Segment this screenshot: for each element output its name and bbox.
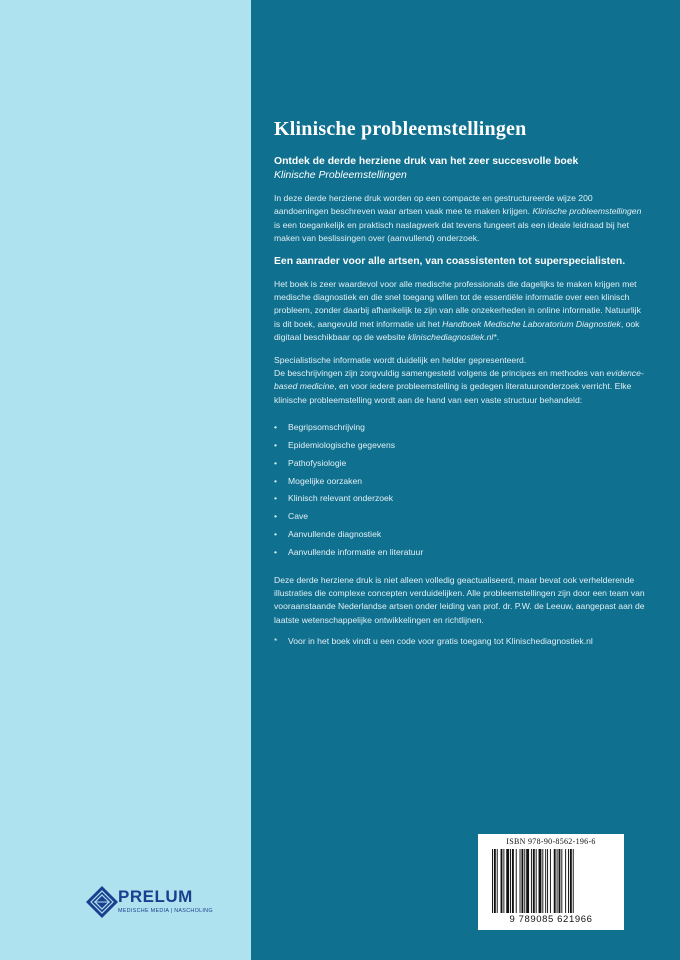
barcode-bar bbox=[512, 849, 514, 913]
list-item-text: Aanvullende diagnostiek bbox=[288, 529, 382, 540]
barcode-bar bbox=[506, 849, 509, 913]
recommendation: Een aanrader voor alle artsen, van coassistenten tot superspecialisten. bbox=[274, 255, 626, 267]
bullet-icon: • bbox=[274, 493, 278, 504]
p2-text-1: Het boek is zeer waardevol voor alle medische professionals die dagelijks te maken krijgen met medische diagnostiek en die snel toegang willen tot de essentiële informatie over een klinisch probleem, zonder daarbij afhankelijk te zijn van alle onzekerheden in online informatie. Natuurlijk is dit boek, aangevuld met informatie uit het bbox=[274, 278, 641, 329]
intro-italic: Klinische probleemstellingen bbox=[532, 206, 642, 217]
barcode-bar bbox=[547, 849, 548, 913]
publisher-tagline: MEDISCHE MEDIA | NASCHOLING bbox=[118, 908, 213, 914]
barcode-bar bbox=[492, 849, 493, 913]
p3-italic: evidence-based medicine bbox=[274, 368, 644, 392]
bullet-icon: • bbox=[274, 440, 278, 451]
barcode-bar bbox=[539, 849, 542, 913]
p2-text-2: , ook digitaal beschikbaar op de website bbox=[274, 318, 640, 343]
list-item-text: Mogelijke oorzaken bbox=[288, 475, 363, 486]
p2-text-3: . bbox=[496, 332, 500, 343]
intro-text-2: is een toegankelijk en praktisch naslagwerk dat tevens fungeert als een ideale leidraad bij het maken van beslissingen over (aanvullend) onderzoek. bbox=[274, 219, 629, 244]
p3-text-3: , en voor iedere probleemstelling is gedegen literatuuronderzoek verricht. Elke klinische probleemstelling wordt aan de hand van een vaste structuur behandeld: bbox=[274, 381, 632, 405]
barcode-graphic bbox=[490, 849, 616, 913]
publisher-logo bbox=[84, 884, 214, 920]
p2-italic-2: klinischediagnostiek.nl* bbox=[407, 332, 497, 343]
barcode-bar bbox=[521, 849, 523, 913]
isbn-barcode bbox=[478, 834, 624, 930]
barcode-bar bbox=[570, 849, 572, 913]
barcode-bar bbox=[554, 849, 556, 913]
barcode-bar bbox=[497, 849, 498, 913]
back-cover-text bbox=[274, 118, 646, 646]
barcode-bar bbox=[550, 849, 551, 913]
subtitle-line-2: Klinische Probleemstellingen bbox=[274, 170, 407, 181]
bullet-icon: • bbox=[274, 529, 278, 540]
barcode-bar bbox=[510, 849, 511, 913]
list-item bbox=[274, 508, 646, 526]
barcode-bar bbox=[565, 849, 566, 913]
list-item-text: Begripsomschrijving bbox=[288, 422, 365, 433]
barcode-bar bbox=[557, 849, 558, 913]
barcode-bar bbox=[520, 849, 521, 913]
bullet-icon: • bbox=[274, 475, 278, 486]
barcode-bar bbox=[516, 849, 517, 913]
paragraph-4: Deze derde herziene druk is niet alleen volledig geactualiseerd, maar bevat ook verhelderende illustraties die complexe concepten verduidelijken. Alle probleemstellingen zijn door een team van vooraanstaande Nederlandse artsen onder leiding van prof. dr. P.W. de Leeuw, aangepast aan de laatste wetenschappelijke ontwikkelingen en richtlijnen. bbox=[274, 574, 645, 625]
footnote-asterisk: * bbox=[274, 636, 278, 647]
paragraph-3 bbox=[274, 354, 646, 408]
barcode-bar bbox=[536, 849, 537, 913]
barcode-bar bbox=[561, 849, 562, 913]
bullet-icon: • bbox=[274, 511, 278, 522]
list-item-text: Epidemiologische gegevens bbox=[288, 440, 396, 451]
intro-text-1: In deze derde herziene druk worden op een compacte en gestructureerde wijze 200 aandoeningen beschreven waar artsen vaak mee te maken krijgen. bbox=[274, 193, 593, 217]
barcode-bars bbox=[490, 849, 616, 913]
light-blue-spine-strip bbox=[0, 0, 251, 960]
p3-text-2: De beschrijvingen zijn zorgvuldig samengesteld volgens de principes en methodes van bbox=[274, 368, 607, 379]
book-title: Klinische probleemstellingen bbox=[274, 118, 527, 140]
footnote bbox=[274, 636, 646, 646]
barcode-bar bbox=[545, 849, 546, 913]
barcode-bar bbox=[542, 849, 543, 913]
barcode-digits: 9 789085 621966 bbox=[509, 914, 593, 925]
structure-list bbox=[274, 419, 646, 561]
list-item-text: Klinisch relevant onderzoek bbox=[288, 493, 394, 504]
bullet-icon: • bbox=[274, 422, 278, 433]
publisher-name: PRELUM bbox=[118, 887, 193, 906]
list-item bbox=[274, 455, 646, 473]
list-item bbox=[274, 419, 646, 437]
list-item bbox=[274, 544, 646, 562]
barcode-bar bbox=[568, 849, 569, 913]
list-item bbox=[274, 526, 646, 544]
subtitle bbox=[274, 155, 646, 183]
list-item-text: Cave bbox=[288, 511, 309, 522]
subtitle-line-1: Ontdek de derde herziene druk van het zeer succesvolle boek bbox=[274, 156, 579, 167]
intro-paragraph bbox=[274, 192, 646, 246]
paragraph-2 bbox=[274, 278, 646, 345]
list-item-text: Pathofysiologie bbox=[288, 457, 347, 468]
list-item bbox=[274, 437, 646, 455]
barcode-bar bbox=[531, 849, 532, 913]
isbn-label: ISBN 978-90-8562-196-6 bbox=[506, 837, 596, 846]
barcode-bar bbox=[524, 849, 525, 913]
p3-text-1: Specialistische informatie wordt duidelijk en helder gepresenteerd. bbox=[274, 354, 527, 365]
footnote-text: Voor in het boek vindt u een code voor gratis toegang tot Klinischediagnostiek.nl bbox=[288, 636, 593, 647]
list-item-text: Aanvullende informatie en literatuur bbox=[288, 546, 424, 557]
p2-italic-1: Handboek Medische Laboratorium Diagnostiek bbox=[442, 318, 621, 329]
barcode-bar bbox=[501, 849, 503, 913]
bullet-icon: • bbox=[274, 457, 278, 468]
bullet-icon: • bbox=[274, 546, 278, 557]
barcode-bar bbox=[573, 849, 574, 913]
barcode-bar bbox=[533, 849, 535, 913]
list-item bbox=[274, 490, 646, 508]
barcode-bar bbox=[526, 849, 529, 913]
barcode-bar bbox=[503, 849, 504, 913]
barcode-bar bbox=[559, 849, 561, 913]
list-item bbox=[274, 473, 646, 491]
prelum-diamond-icon bbox=[84, 884, 120, 920]
barcode-bar bbox=[494, 849, 496, 913]
